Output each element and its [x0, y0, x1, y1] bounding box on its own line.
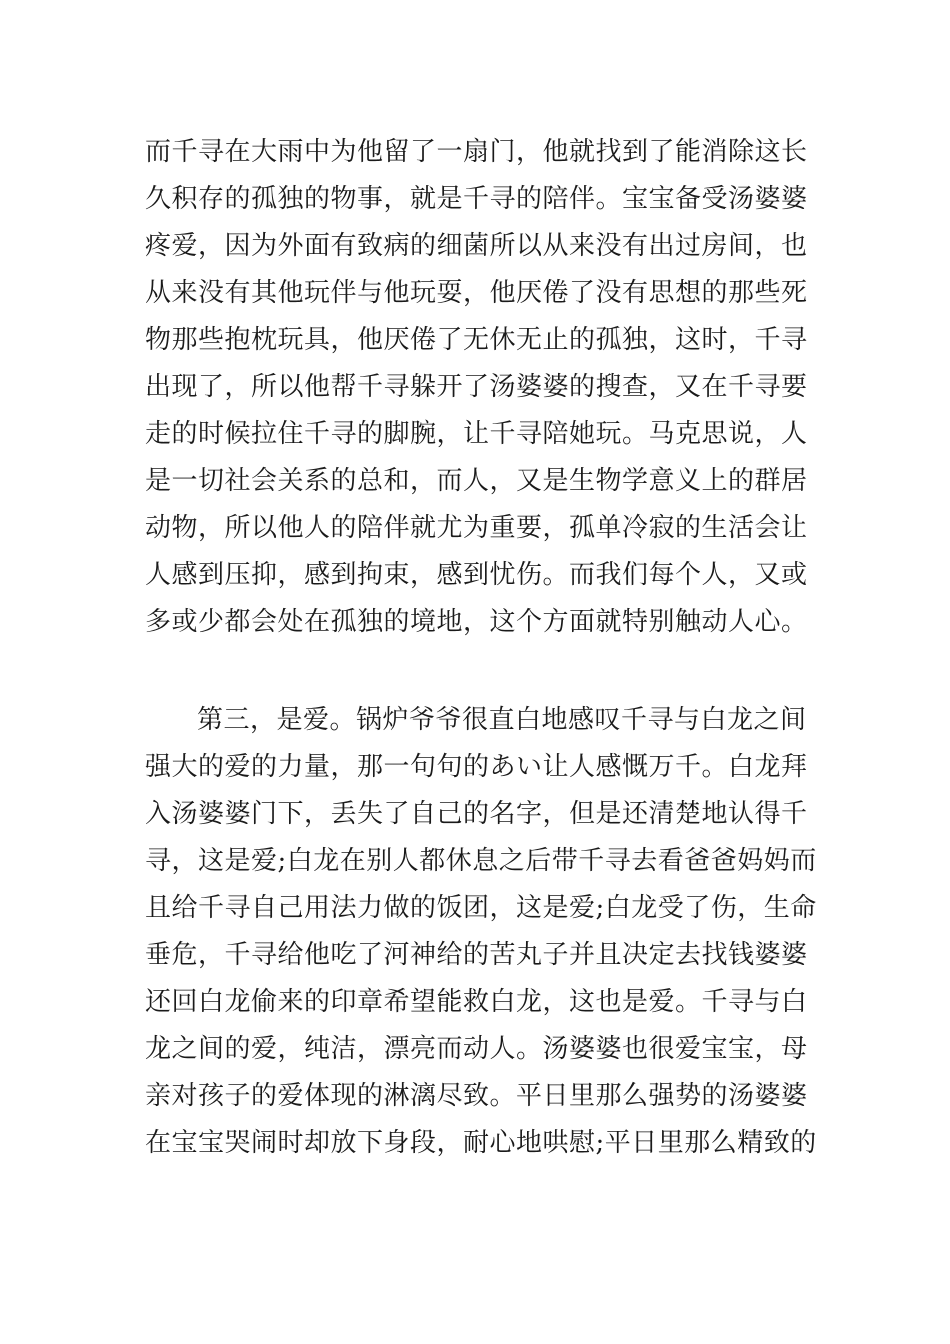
- text-line: 入汤婆婆门下，丢失了自己的名字，但是还清楚地认得千: [145, 799, 808, 829]
- text-line: 动物，所以他人的陪伴就尤为重要，孤单冷寂的生活会让: [145, 513, 808, 543]
- text-line: 多或少都会处在孤独的境地，这个方面就特别触动人心。: [145, 607, 808, 637]
- text-line: 而千寻在大雨中为他留了一扇门，他就找到了能消除这长: [145, 137, 808, 167]
- text-line: 是一切社会关系的总和，而人，又是生物学意义上的群居: [145, 466, 808, 496]
- text-line: 垂危，千寻给他吃了河神给的苦丸子并且决定去找钱婆婆: [145, 940, 808, 970]
- text-line: 寻，这是爱;白龙在别人都休息之后带千寻去看爸爸妈妈而: [145, 846, 817, 876]
- text-line: 物那些抱枕玩具，他厌倦了无休无止的孤独，这时，千寻: [145, 325, 808, 355]
- text-line: 走的时候拉住千寻的脚腕，让千寻陪她玩。马克思说，人: [145, 419, 808, 449]
- text-line: 从来没有其他玩伴与他玩耍，他厌倦了没有思想的那些死: [145, 278, 808, 308]
- text-line: 第三，是爱。锅炉爷爷很直白地感叹千寻与白龙之间: [197, 705, 807, 735]
- text-line: 久积存的孤独的物事，就是千寻的陪伴。宝宝备受汤婆婆: [145, 184, 808, 214]
- text-line: 疼爱，因为外面有致病的细菌所以从来没有出过房间，也: [145, 231, 808, 261]
- text-line: 出现了，所以他帮千寻躲开了汤婆婆的搜查，又在千寻要: [145, 372, 808, 402]
- text-line: 还回白龙偷来的印章希望能救白龙，这也是爱。千寻与白: [145, 987, 808, 1017]
- text-line: 在宝宝哭闹时却放下身段，耐心地哄慰;平日里那么精致的: [145, 1128, 817, 1158]
- text-line: 且给千寻自己用法力做的饭团，这是爱;白龙受了伤，生命: [145, 893, 817, 923]
- text-line: 龙之间的爱，纯洁，漂亮而动人。汤婆婆也很爱宝宝，母: [145, 1034, 808, 1064]
- text-line: 亲对孩子的爱体现的淋漓尽致。平日里那么强势的汤婆婆: [145, 1081, 808, 1111]
- text-line: 人感到压抑，感到拘束，感到忧伤。而我们每个人，又或: [145, 560, 808, 590]
- text-line: 强大的爱的力量，那一句句的あい让人感慨万千。白龙拜: [145, 752, 808, 782]
